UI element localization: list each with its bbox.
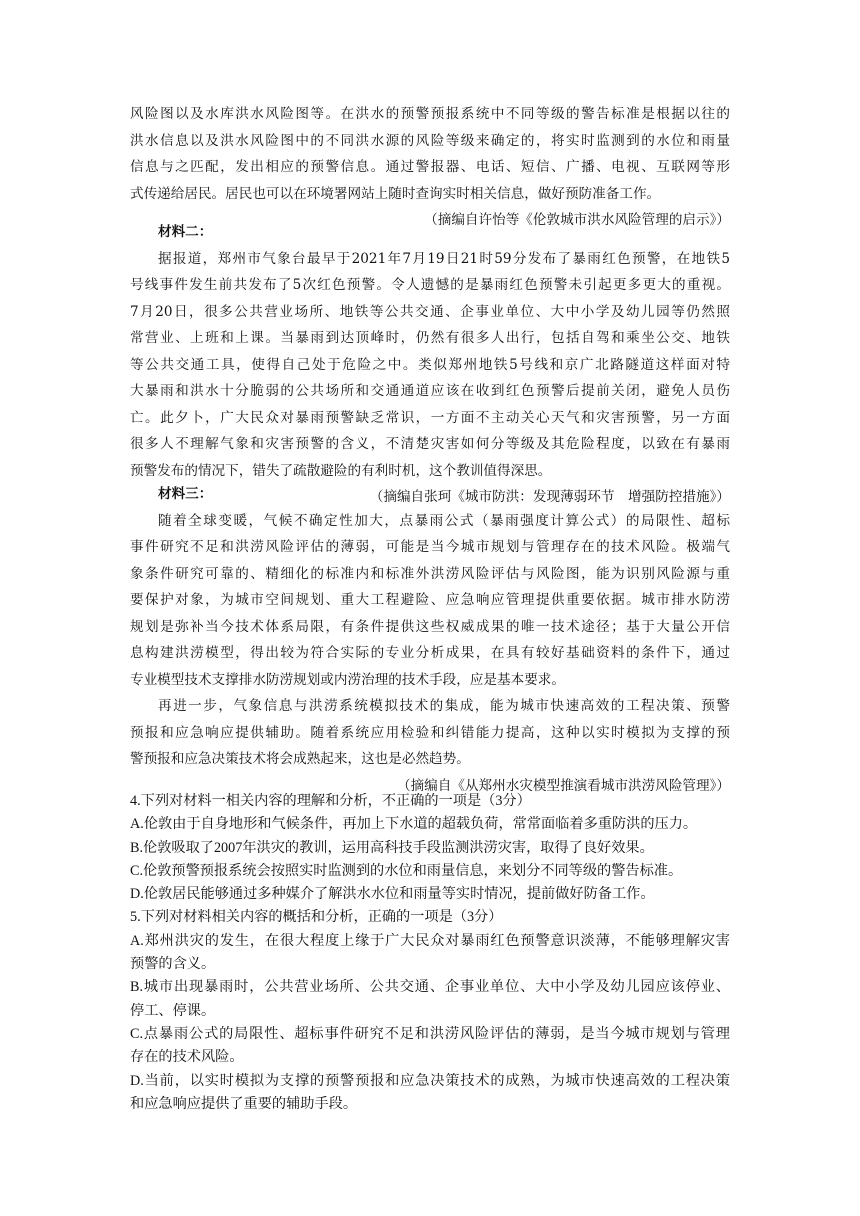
material-heading: 材料二：	[158, 224, 213, 240]
paragraph-line: 信息与之匹配，发出相应的预警信息。通过警报器、电话、短信、广播、电视、互联网等形	[130, 159, 730, 175]
questions	[130, 790, 730, 1116]
paragraph-line: 专业模型技术支撑排水防涝规划或内涝治理的技术手段，应是基本要求。	[130, 671, 565, 688]
paragraph-line: 预警发布的情况下，错失了疏散避险的有利时机，这个教训值得深思。	[130, 462, 552, 479]
paragraph-line: 大暴雨和洪水十分脆弱的公共场所和交通通道应该在收到红色预警后提前关闭，避免人员伤	[130, 383, 730, 399]
answer-option: C.伦敦预警预报系统会按照实时监测到的水位和雨量信息，来划分不同等级的警告标准。	[130, 862, 683, 879]
material-heading: 材料三：	[158, 486, 213, 502]
paragraph-line: 号线事件发生前共发布了5次红色预警。令人遗憾的是暴雨红色预警未引起更多更大的重视。	[130, 277, 730, 293]
material2	[130, 219, 730, 511]
paragraph-line: 7月20日，很多公共营业场所、地铁等公共交通、企事业单位、大中小学及幼儿园等仍然照	[130, 303, 730, 320]
question-stem: 4.下列对材料一相关内容的理解和分析，不正确的一项是（3分）	[130, 793, 531, 809]
paragraph-line: 息构建洪涝模型，得出较为符合实际的专业分析成果，在具有较好基础资料的条件下，通过	[130, 645, 730, 661]
material3	[130, 481, 730, 799]
paragraph-line: 再进一步，气象信息与洪涝系统模拟技术的集成，能为城市快速高效的工程决策、预警	[158, 698, 730, 714]
paragraph-line: 风险图以及水库洪水风险图等。在洪水的预警预报系统中不同等级的警告标准是根据以往的	[130, 106, 730, 122]
answer-option: C.点暴雨公式的局限性、超标事件研究不足和洪涝风险评估的薄弱，是当今城市规划与管理	[130, 1025, 730, 1042]
question-stem: 5.下列对材料相关内容的概括和分析，正确的一项是（3分）	[130, 909, 503, 926]
answer-option: A.伦敦由于自身地形和气候条件，再加上下水道的超载负荷，常常面临着多重防洪的压力。	[130, 816, 698, 833]
answer-option: B.城市出现暴雨时，公共营业场所、公共交通、企事业单位、大中小学及幼儿园应该停业、	[130, 979, 730, 996]
paragraph-line: 洪水信息以及洪水风险图中的不同洪水源的风险等级来确定的，将实时监测到的水位和雨量	[130, 132, 730, 149]
answer-option-cont: 停工、停课。	[130, 1002, 216, 1019]
paragraph-line: 要保护对象，为城市空间规划、重大工程避险、应急响应管理提供重要依据。城市排水防涝	[130, 592, 730, 608]
paragraph-line: 规划是弥补当今技术体系局限，有条件提供这些权威成果的唯一技术途径；基于大量公开信	[130, 618, 730, 635]
answer-option-cont: 预警的含义。	[130, 956, 216, 973]
paragraph-line: 亡。此夕卜，广大民众对暴雨预警缺乏常识，一方面不主动关心天气和灾害预警，另一方面	[130, 409, 730, 426]
paragraph-line: 很多人不理解气象和灾害预警的含义，不清楚灾害如何分等级及其危险程度，以致在有暴雨	[130, 436, 730, 452]
paragraph-line: 事件研究不足和洪涝风险评估的薄弱，可能是当今城市规划与管理存在的技术风险。极端气	[130, 539, 730, 555]
answer-option: D.当前，以实时模拟为支撑的预警预报和应急决策技术的成熟，为城市快速高效的工程决策	[130, 1072, 730, 1089]
answer-option-cont: 存在的技术风险。	[130, 1049, 244, 1066]
answer-option: B.伦敦吸取了2007年洪灾的教训，运用高科技手段监测洪涝灾害，取得了良好效果。	[130, 839, 654, 856]
source-citation: （摘编自《从郑州水灾模型推演看城市洪涝风险管理》）	[396, 777, 730, 794]
source-citation: （摘编自许怡等《伦敦城市洪水风险管理的启示》）	[424, 212, 730, 228]
paragraph-line: 等公共交通工具，使得自己处于危险之中。类似郑州地铁5号线和京广北路隧道这样面对特	[130, 356, 730, 373]
paragraph-line: 常营业、上班和上课。当暴雨到达顶峰时，仍然有很多人出行，包括自驾和乘坐公交、地铁	[130, 330, 730, 346]
paragraph-line: 预报和应急响应提供辅助。随着系统应用检验和纠错能力提高，这种以实时模拟为支撑的预	[130, 724, 730, 741]
paragraph-line: 随着全球变暖，气候不确定性加大，点暴雨公式（暴雨强度计算公式）的局限性、超标	[158, 512, 730, 529]
paragraph-line: 据报道，郑州市气象台最早于2021年7月19日21时59分发布了暴雨红色预警，在地铁5	[158, 250, 730, 267]
material1-continuation	[130, 101, 730, 234]
answer-option: D.伦敦居民能够通过多种媒介了解洪水水位和雨量等实时情况，提前做好防备工作。	[130, 886, 655, 903]
source-citation: （摘编自张珂《城市防洪：发现薄弱环节 增强防控措施》）	[369, 489, 730, 505]
paragraph-line: 警预报和应急决策技术将会成熟起来，这也是必然趋势。	[130, 751, 470, 767]
answer-option-cont: 和应急响应提供了重要的辅助手段。	[130, 1095, 358, 1112]
answer-option: A.郑州洪灾的发生，在很大程度上缘于广大民众对暴雨红色预警意识淡薄，不能够理解灾害	[130, 932, 730, 949]
paragraph-line: 象条件研究可靠的、精细化的标准内和标准外洪涝风险评估与风险图，能为识别风险源与重	[130, 565, 730, 582]
paragraph-line: 式传递给居民。居民也可以在环境署网站上随时查询实时相关信息，做好预防准备工作。	[130, 185, 661, 202]
